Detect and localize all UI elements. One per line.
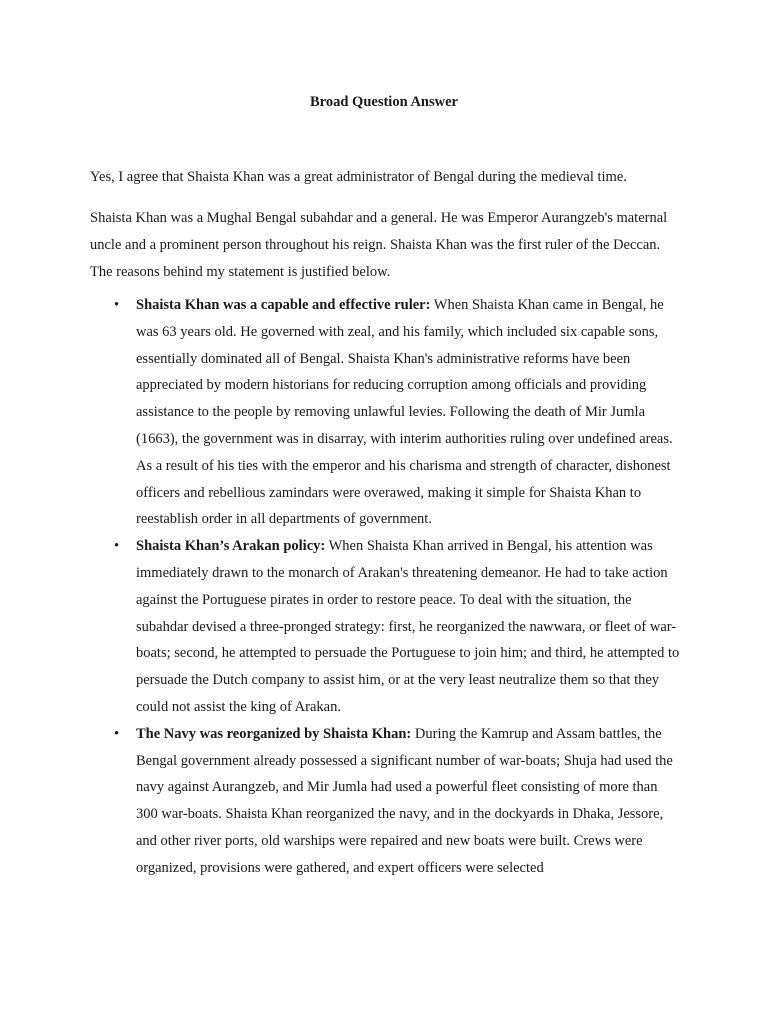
bullet-text: When Shaista Khan came in Bengal, he was 63 years old. He governed with zeal, and his family, which included six capable sons, essentially dominated all of Bengal. Shaista Khan's administrative reforms have been appreciated by modern historians for reducing corruption among officials and providing assistance to the people by removing unlawful levies. Following the death of Mir Jumla (1663), the government was in disarray, with interim authorities ruling over undefined areas. As a result of his ties with the emperor and his charisma and strength of character, dishonest officers and rebellious zamindars were overawed, making it simple for Shaista Khan to reestablish order in all departments of government. xyxy=(136,297,673,528)
intro-sentence: Yes, I agree that Shaista Khan was a great administrator of Bengal during the medieval time. xyxy=(90,169,627,185)
list-item xyxy=(90,292,682,533)
reasons-list xyxy=(90,292,682,882)
bullet-icon: • xyxy=(114,725,120,742)
bullet-text: When Shaista Khan arrived in Bengal, his attention was immediately drawn to the monarch of Arakan's threatening demeanor. He had to take action against the Portuguese pirates in order to restore peace. To deal with the situation, the subahdar devised a three-pronged strategy: first, he reorganized the nawwara, or fleet of war-boats; second, he attempted to persuade the Portuguese to join him; and third, he attempted to persuade the Dutch company to assist him, or at the very least neutralize them so that they could not assist the king of Arakan. xyxy=(136,538,680,715)
list-item xyxy=(90,721,682,882)
bullet-icon: • xyxy=(114,538,120,555)
bullet-heading: The Navy was reorganized by Shaista Khan: xyxy=(136,725,412,742)
bullet-heading: Shaista Khan was a capable and effective ruler: xyxy=(136,297,431,313)
document-title: Broad Question Answer xyxy=(310,94,458,110)
bullet-text: During the Kamrup and Assam battles, the Bengal government already possessed a significant number of war-boats; Shuja had used the navy against Aurangzeb, and Mir Jumla had used a powerful fleet consisting of more than 300 war-boats. Shaista Khan reorganized the navy, and in the dockyards in Dhaka, Jessore, and other river ports, old warships were repaired and new boats were built. Crews were organized, provisions were gathered, and expert officers were selected xyxy=(136,725,673,876)
intro-paragraph: Shaista Khan was a Mughal Bengal subahdar and a general. He was Emperor Aurangzeb's maternal uncle and a prominent person throughout his reign. Shaista Khan was the first ruler of the Deccan. The reasons behind my statement is justified below. xyxy=(90,210,668,280)
bullet-icon: • xyxy=(114,297,120,313)
list-item xyxy=(90,533,682,721)
bullet-heading: Shaista Khan’s Arakan policy: xyxy=(136,538,326,555)
